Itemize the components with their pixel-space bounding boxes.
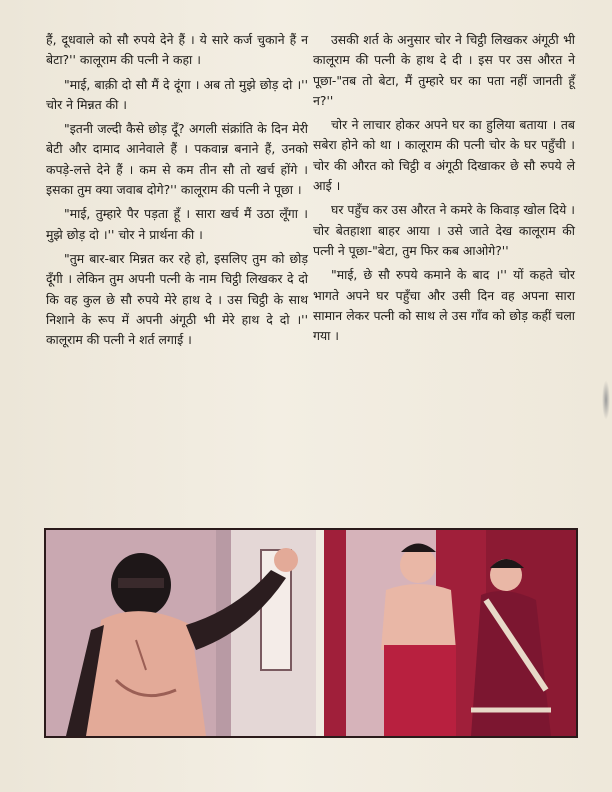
left-text-column: [46, 30, 308, 354]
paragraph-2: "माई, बाक़ी दो सौ मैं दे दूंगा । अब तो मुझे छोड़ दो ।'' चोर ने मिन्नत की ।: [46, 76, 308, 112]
illustration-art: [46, 530, 576, 736]
paragraph-3: "इतनी जल्दी कैसे छोड़ दूँ? अगली संक्रांति के दिन मेरी बेटी और दामाद आनेवाले हैं । पकवान्न बनाने हैं, उनको कपड़े-लत्ते देने हैं । कम से कम तीन सौ तो खर्च होंगे । इसका तुम क्या जवाब दोगे?'' कालूराम की पत्नी ने पूछा ।: [46, 121, 308, 198]
paragraph-4: "माई, तुम्हारे पैर पड़ता हूँ । सारा खर्च मैं उठा लूँगा । मुझे छोड़ दो ।'' चोर ने प्रार्थना की ।: [46, 206, 308, 242]
story-illustration: [44, 528, 578, 738]
paragraph-7: चोर ने लाचार होकर अपने घर का हुलिया बताया । तब सबेरा होने को था । कालूराम की पत्नी चोर के घर पहुँची । चोर की औरत को चिट्ठी व अंगूठी दिखाकर छे सौ रुपये ले आई ।: [313, 117, 575, 194]
paragraph-6: उसकी शर्त के अनुसार चोर ने चिट्ठी लिखकर अंगूठी भी कालूराम की पत्नी के हाथ दे दी । इस पर उस औरत ने पूछा-"तब तो बेटा, मैं तुम्हारे घर का पता नहीं जानती हूँ न?'': [313, 32, 575, 108]
paragraph-5: "तुम बार-बार मिन्नत कर रहे हो, इसलिए तुम को छोड़ दूँगी । लेकिन तुम अपनी पत्नी के नाम चिट्ठी लिखकर दे दो कि वह कुल छे सौ रुपये मेरे हाथ दे । उस चिट्ठी के साथ निशाने के रूप में अपनी अंगूठी भी मेरे हाथ दे दो ।'' कालूराम की पत्नी ने शर्त लगाई ।: [46, 250, 308, 348]
page-edge-smudge: [602, 380, 610, 420]
paragraph-1: हैं, दूधवाले को सौ रुपये देने हैं । ये सारे कर्ज चुकाने हैं न बेटा?'' कालूराम की पत्नी ने कहा ।: [46, 32, 308, 68]
panel-gutter: [316, 530, 324, 736]
paragraph-9: "माई, छे सौ रुपये कमाने के बाद ।'' यों कहते चोर भागते अपने घर पहुँचा और उसी दिन वह अपना सारा सामान लेकर पत्नी को साथ ले उस गाँव को छोड़ कहीं चला गया ।: [313, 267, 575, 344]
paragraph-8: घर पहुँच कर उस औरत ने कमरे के किवाड़ खोल दिये । चोर बेतहाशा बाहर आया । उसे जाते देख कालूराम की पत्नी ने पूछा-"बेटा, तुम फिर कब आओगे?'': [313, 202, 575, 258]
right-text-column: [313, 30, 575, 350]
